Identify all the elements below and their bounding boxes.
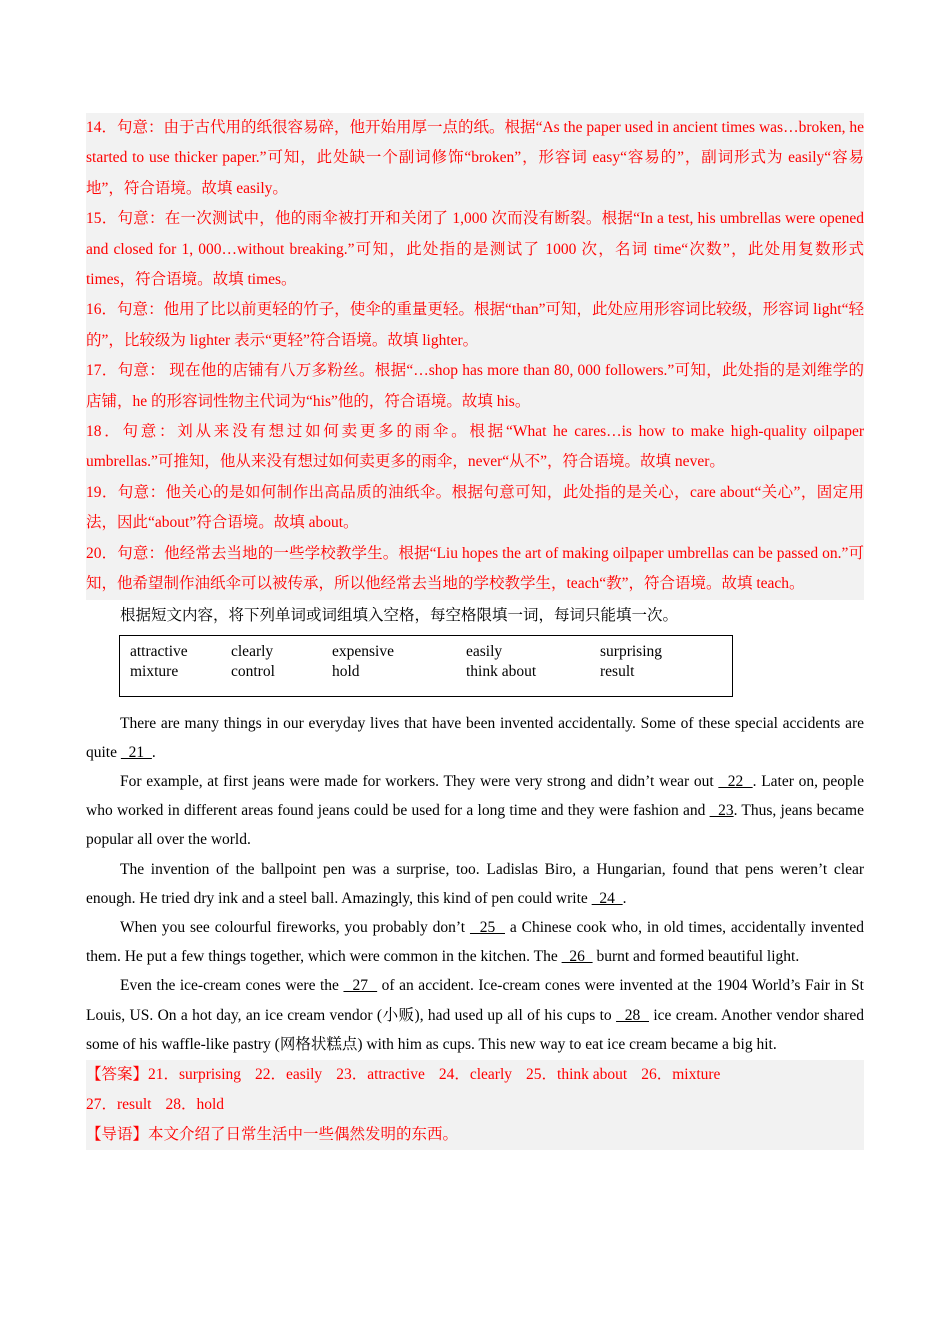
passage-text: of an accident. Ice-cream cones were invented at the 1904 World’s Fair in St Louis, US. On a hot day, an ice cream vendor (小贩), had used up all of his cups to: [86, 977, 864, 1024]
document-page: [86, 113, 864, 1150]
word-bank-item: attractive: [130, 642, 188, 660]
answer-item: 28．hold: [165, 1095, 224, 1113]
word-bank-box: [119, 635, 733, 697]
passage-text: . Thus, jeans became popular all over the world.: [86, 802, 864, 849]
passage-text: .: [151, 743, 156, 761]
blank-22: 22: [718, 772, 753, 790]
blank-27: 27: [343, 977, 378, 995]
passage-text: a Chinese cook who, in old times, accidentally invented them. He put a few things together, which were common in the kitchen. The: [86, 918, 864, 966]
passage: [86, 709, 864, 1059]
word-bank-item: think about: [466, 662, 537, 680]
passage-paragraph-4: [86, 913, 864, 971]
passage-paragraph-1: [86, 709, 864, 767]
answer-item: 21．surprising: [148, 1065, 242, 1083]
passage-text: Even the ice-cream cones were the: [120, 977, 344, 995]
word-bank-item: surprising: [600, 642, 662, 660]
answer-label: 【答案】: [86, 1065, 149, 1083]
blank-26: 26: [561, 948, 593, 966]
word-bank-item: hold: [332, 662, 360, 680]
passage-paragraph-5: [86, 971, 864, 1059]
explanations-section: [86, 113, 864, 600]
passage-text: ice cream. Another vendor shared some of his waffle-like pastry (网格状糕点) with him as cups. This new way to eat ice cream became a big hit.: [86, 1006, 865, 1053]
explanation-14: 14．句意：由于古代用的纸很容易碎，他开始用厚一点的纸。根据“As the paper used in ancient times was…broken, he started to use thicker paper.”可知，此处缺一个副词修饰“broken”，形容词 easy“容易的”，副词形式为 easily“容易地”，符合语境。故填 easily。: [86, 119, 864, 197]
explanation-19: 19．句意：他关心的是如何制作出高品质的油纸伞。根据句意可知，此处指的是关心，care about“关心”，固定用法，因此“about”符合语境。故填 about。: [86, 483, 864, 532]
passage-text: burnt and formed beautiful light.: [592, 948, 800, 966]
blank-28: 28: [616, 1006, 649, 1024]
passage-paragraph-3: [86, 855, 864, 913]
word-bank-item: mixture: [130, 662, 179, 680]
word-bank-item: clearly: [231, 642, 274, 660]
guide-text: 【导语】本文介绍了日常生活中一些偶然发明的东西。: [86, 1125, 459, 1143]
answer-item: 27．result: [86, 1095, 152, 1113]
explanation-20: 20．句意：他经常去当地的一些学校教学生。根据“Liu hopes the art of making oilpaper umbrellas can be passed on.”可知，他希望制作油纸伞可以被传承，所以他经常去当地的学校教学生，teach“教”，符合语境。故填 teach。: [86, 544, 864, 593]
passage-text: The invention of the ballpoint pen was a surprise, too. Ladislas Biro, a Hungarian, found that pens weren’t clear enough. He tried dry ink and a steel ball. Amazingly, this kind of pen could write: [86, 860, 864, 907]
explanation-15: 15．句意：在一次测试中，他的雨伞被打开和关闭了 1,000 次而没有断裂。根据“In a test, his umbrellas were opened and closed for 1, 000…without breaking.”可知，此处指的是测试了 1000 次，名词 time“次数”，此处用复数形式 times，符合语境。故填 times。: [86, 210, 864, 289]
answer-section: [86, 1060, 864, 1150]
word-bank-item: result: [600, 662, 635, 680]
answer-item: 25．think about: [526, 1065, 628, 1083]
explanation-18: 18．句意：刘从来没有想过如何卖更多的雨伞。根据“What he cares…is how to make high-quality oilpaper umbrellas.”可推知，他从来没有想过如何卖更多的雨伞，never“从不”，符合语境。故填 never。: [86, 423, 864, 471]
answer-item: 26．mixture: [641, 1065, 721, 1083]
answer-item: 24．clearly: [438, 1065, 513, 1083]
explanation-17: 17．句意： 现在他的店铺有八万多粉丝。根据“…shop has more than 80, 000 followers.”可知，此处指的是刘维学的店铺，he 的形容词性物主代词为“his”他的，符合语境。故填 his。: [86, 362, 864, 410]
passage-text: . Later on, people who worked in different areas found jeans could be used for a long time and they were fashion and: [86, 772, 864, 820]
blank-24: 24: [591, 889, 623, 907]
word-bank-item: control: [231, 662, 275, 680]
answer-item: 22．easily: [255, 1065, 323, 1083]
answer-line-1: [86, 1060, 864, 1090]
passage-text: When you see colourful fireworks, you probably don’t: [120, 918, 470, 936]
passage-paragraph-2: [86, 767, 864, 855]
blank-25: 25: [469, 918, 505, 936]
blank-21: 21: [120, 743, 152, 761]
passage-text: For example, at first jeans were made for workers. They were very strong and didn’t wear out: [120, 772, 719, 790]
passage-text: There are many things in our everyday lives that have been invented accidentally. Some of these special accidents are quite: [86, 714, 864, 761]
word-bank-item: expensive: [332, 642, 394, 660]
answer-line-2: [86, 1090, 864, 1120]
instruction: 根据短文内容，将下列单词或词组填入空格，每空格限填一词，每词只能填一次。: [120, 606, 679, 624]
passage-text: .: [622, 889, 627, 907]
explanation-16: 16．句意：他用了比以前更轻的竹子，使伞的重量更轻。根据“than”可知，此处应用形容词比较级，形容词 light“轻的”，比较级为 lighter 表示“更轻”符合语境。故填 lighter。: [86, 301, 864, 349]
word-bank-item: easily: [466, 642, 503, 660]
blank-23: 23: [709, 802, 734, 820]
answer-item: 23．attractive: [336, 1065, 425, 1083]
